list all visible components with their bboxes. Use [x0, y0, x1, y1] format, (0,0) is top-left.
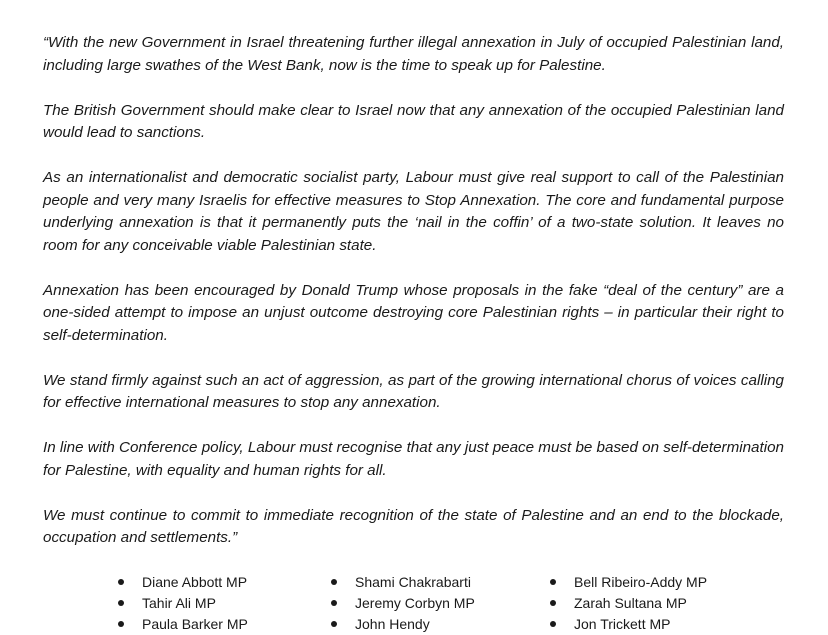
signatory-name: Shami Chakrabarti [355, 574, 471, 590]
signatory [118, 614, 328, 635]
bullet-icon [550, 621, 556, 627]
paragraph-5: We stand firmly against such an act of aggression, as part of the growing international chorus of voices calling for effective international measures to stop any annexation. [43, 371, 784, 411]
signatory [550, 593, 760, 614]
signatory [118, 593, 328, 614]
signatory [550, 572, 760, 593]
paragraph-1: “With the new Government in Israel threatening further illegal annexation in July of occupied Palestinian land, including large swathes of the West Bank, now is the time to speak up for Palestine. [43, 34, 784, 74]
signatory [331, 614, 541, 635]
statement-body [43, 32, 784, 572]
paragraph-4: Annexation has been encouraged by Donald Trump whose proposals in the fake “deal of the century” are a one-sided attempt to impose an unjust outcome destroying core Palestinian rights – in particular their right to self-determination. [43, 281, 784, 344]
signatories-column-3 [550, 572, 760, 635]
signatory-name: Diane Abbott MP [142, 574, 248, 590]
signatory-name: Jon Trickett MP [574, 616, 671, 632]
signatory-name: Paula Barker MP [142, 616, 248, 632]
bullet-icon [331, 621, 337, 627]
signatory [331, 572, 541, 593]
signatory-name: Jeremy Corbyn MP [355, 595, 475, 611]
signatory-name: John Hendy [355, 616, 430, 632]
paragraph-3: As an internationalist and democratic socialist party, Labour must give real support to call of the Palestinian people and very many Israelis for effective measures to Stop Annexation. The core and fundamental purpose underlying annexation is that it permanently puts the ‘nail in the coffin’ of a two-state solution. It leaves no room for any conceivable viable Palestinian state. [43, 169, 784, 254]
signatory [331, 593, 541, 614]
signatory-name: Tahir Ali MP [142, 595, 216, 611]
signatory [118, 572, 328, 593]
paragraph-6: In line with Conference policy, Labour must recognise that any just peace must be based on self-determination for Palestine, with equality and human rights for all. [43, 439, 784, 479]
bullet-icon [550, 579, 556, 585]
bullet-icon [118, 579, 124, 585]
bullet-icon [550, 600, 556, 606]
signatory-name: Zarah Sultana MP [574, 595, 687, 611]
paragraph-7: We must continue to commit to immediate recognition of the state of Palestine and an end to the blockade, occupation and settlements.” [43, 506, 784, 546]
paragraph-2: The British Government should make clear to Israel now that any annexation of the occupied Palestinian land would lead to sanctions. [43, 101, 784, 141]
bullet-icon [118, 621, 124, 627]
bullet-icon [118, 600, 124, 606]
cut-off-heading [240, 0, 580, 5]
signatory-name: Bell Ribeiro-Addy MP [574, 574, 708, 590]
signatories-column-2 [331, 572, 541, 635]
signatory [550, 614, 760, 635]
signatories-column-1 [118, 572, 328, 635]
bullet-icon [331, 600, 337, 606]
bullet-icon [331, 579, 337, 585]
